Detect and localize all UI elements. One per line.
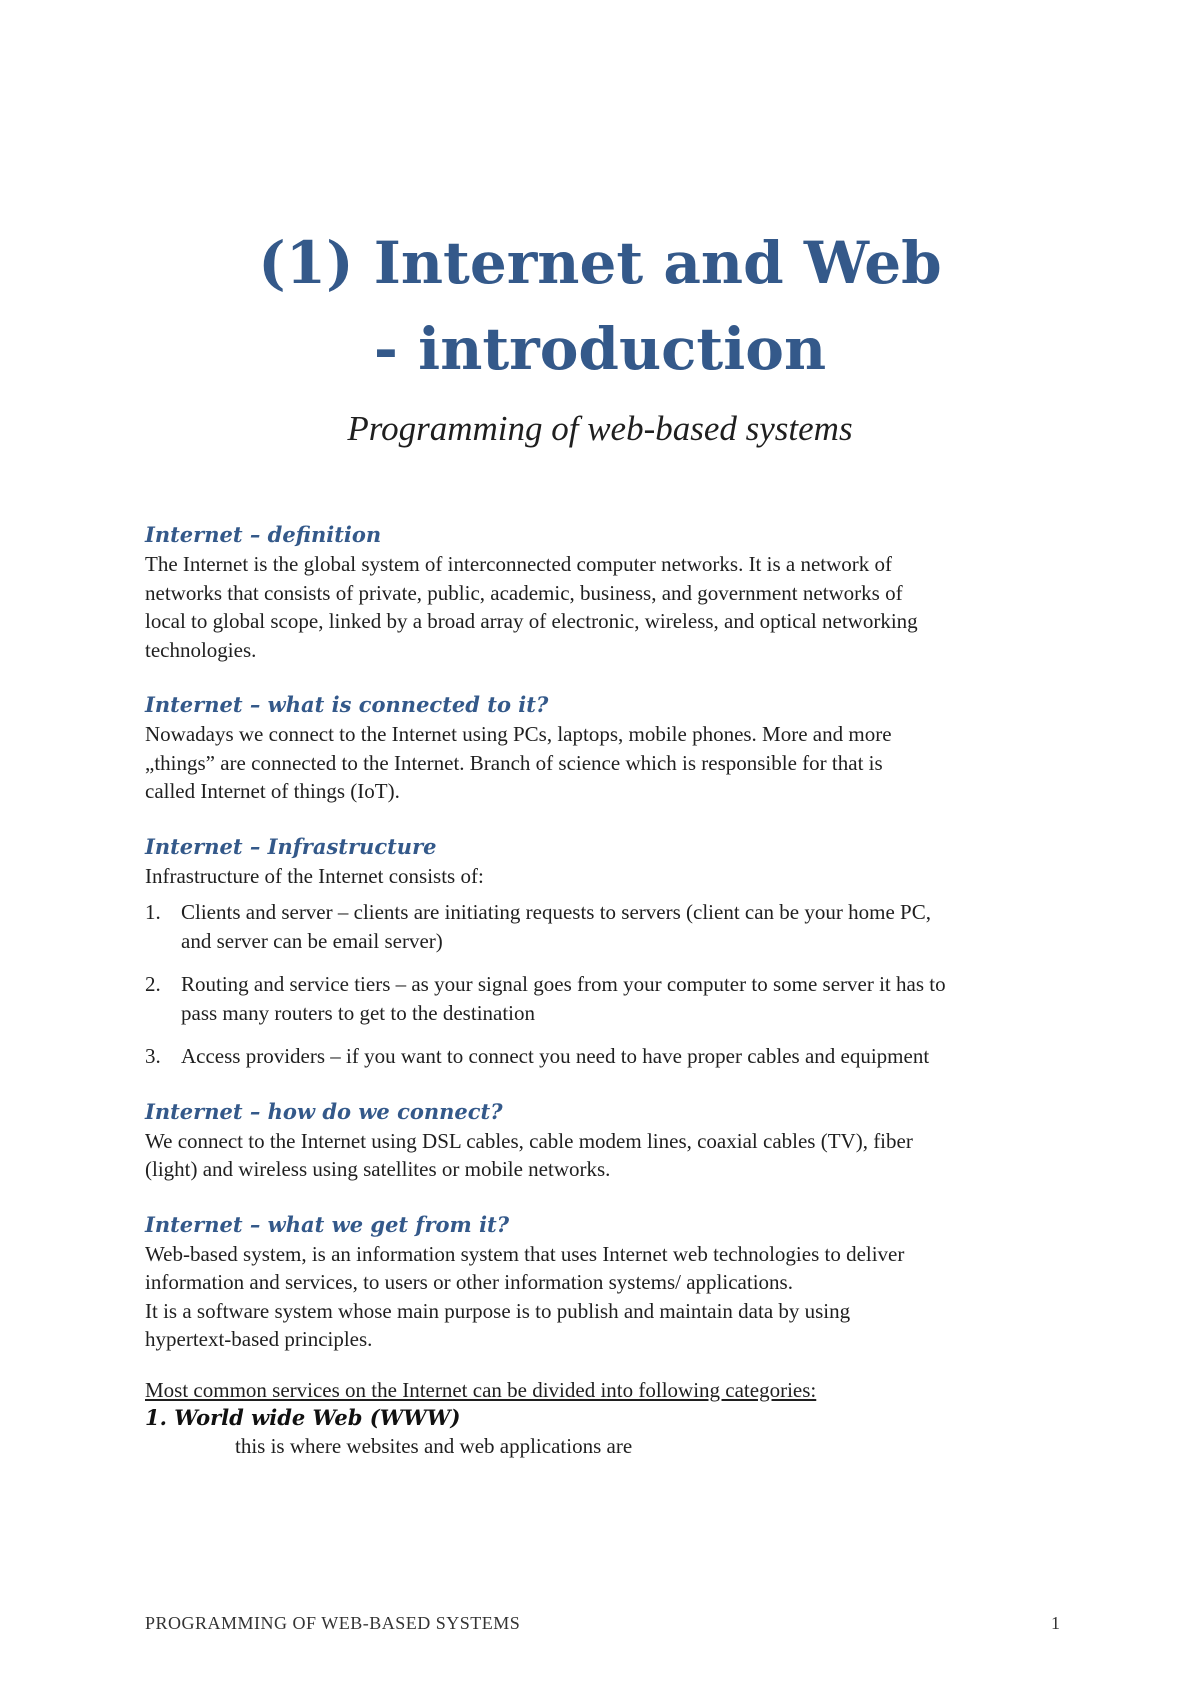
document-subtitle: Programming of web-based systems [347,409,853,448]
text-line: We connect to the Internet using DSL cables, cable modem lines, coaxial cables (TV), fiber [145,1128,913,1153]
footer-course-title: PROGRAMMING OF WEB-BASED SYSTEMS [145,1613,521,1633]
services-item-description: this is where websites and web applications are [235,1434,633,1458]
section-paragraph [145,720,1075,806]
text-line: Clients and server – clients are initiating requests to servers (client can be your home PC, [181,900,931,924]
text-line: technologies. [145,637,257,662]
section-paragraph [145,1127,1075,1184]
list-item-number: 2. [145,972,161,996]
document-title-line-1: (1) Internet and Web [258,229,942,297]
list-item [145,970,1075,1027]
text-line: local to global scope, linked by a broad array of electronic, wireless, and optical networking [145,609,918,633]
text-line: networks that consists of private, public, academic, business, and government networks of [145,580,903,605]
list-item [145,1042,1075,1071]
text-line: hypertext-based principles. [145,1327,373,1351]
text-line: It is a software system whose main purpose is to publish and maintain data by using [145,1298,851,1323]
section-heading: Internet – how do we connect? [145,1098,503,1124]
section-definition [145,520,1075,664]
section-heading: Internet – definition [145,522,382,547]
text-line: Nowadays we connect to the Internet using PCs, laptops, mobile phones. More and more [145,722,892,746]
text-line: pass many routers to get to the destination [181,1000,536,1025]
section-intro: Infrastructure of the Internet consists of: [145,863,484,888]
section-heading: Internet – Infrastructure [145,833,437,859]
text-line: called Internet of things (IoT). [145,779,400,803]
list-item-number: 1. [145,900,161,924]
text-line: (light) and wireless using satellites or mobile networks. [145,1157,611,1181]
section-connected [145,690,1075,806]
services-item-heading: 1. World wide Web (WWW) [145,1405,461,1430]
section-infrastructure [145,832,1075,1071]
section-paragraph [145,550,1075,664]
document-body [145,520,1075,1487]
infrastructure-list [145,898,1075,1071]
section-what-get [145,1210,1075,1461]
list-item [145,898,1075,955]
title-block [0,220,1200,454]
section-how-connect [145,1097,1075,1184]
text-line: and server can be email server) [181,928,443,953]
services-intro: Most common services on the Internet can be divided into following categories: [145,1377,817,1402]
document-title-line-2: - introduction [373,315,827,383]
text-line: Web-based system, is an information system that uses Internet web technologies to deliver [145,1241,905,1266]
text-line: Routing and service tiers – as your signal goes from your computer to some server it has to [181,972,946,996]
text-line: „things” are connected to the Internet. Branch of science which is responsible for that is [145,750,883,775]
section-heading: Internet – what is connected to it? [145,692,549,717]
text-line: information and services, to users or other information systems/ applications. [145,1270,793,1294]
text-line: Access providers – if you want to connect you need to have proper cables and equipment [181,1044,930,1068]
text-line: The Internet is the global system of interconnected computer networks. It is a network of [145,552,893,576]
section-heading: Internet – what we get from it? [145,1211,510,1237]
page-number: 1 [1051,1613,1060,1633]
section-paragraph [145,1240,1075,1354]
list-item-number: 3. [145,1044,161,1068]
